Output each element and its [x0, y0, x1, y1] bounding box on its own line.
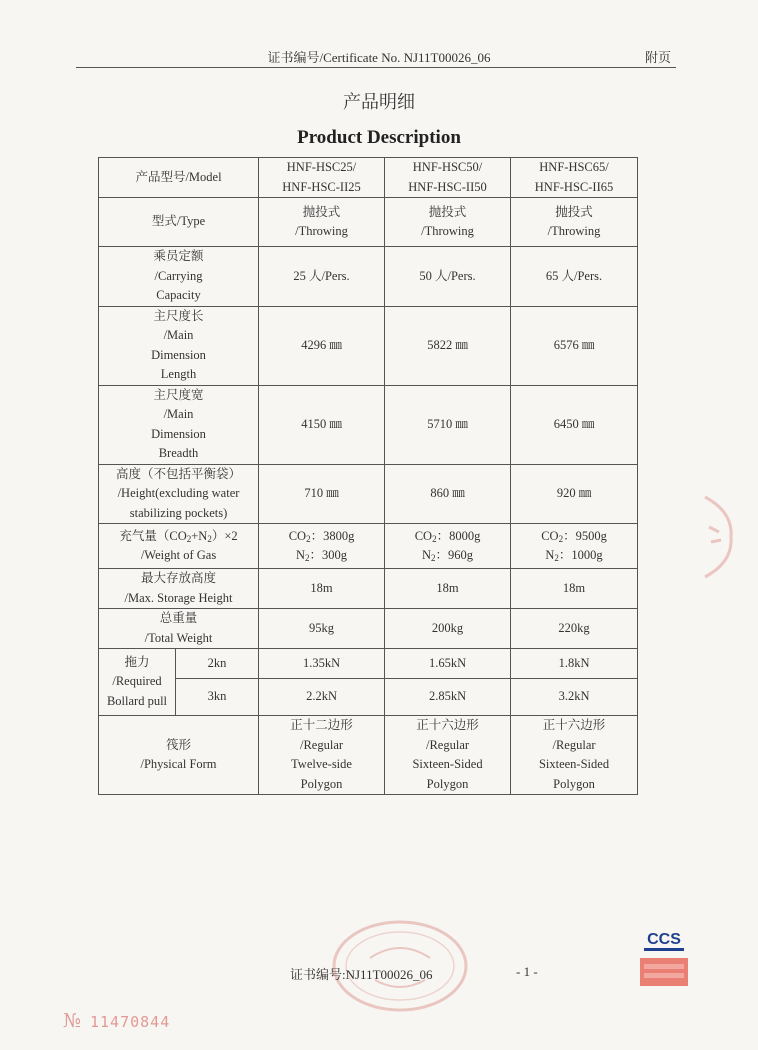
table-row-storage-height: [99, 569, 638, 609]
weight-cell: 220kg: [511, 609, 638, 649]
capacity-cell: 65 人/Pers.: [511, 247, 638, 307]
storage-cell: 18m: [385, 569, 511, 609]
gas-cell: $CO_2$：3800g $N_2$：300g: [259, 524, 385, 569]
row-label-model: 产品型号/Model: [99, 158, 259, 198]
table-row-type: [99, 198, 638, 247]
pull-cell: 2.85kN: [385, 679, 511, 716]
table-row-capacity: [99, 247, 638, 307]
title-english: Product Description: [297, 127, 461, 148]
row-label-capacity: 乘员定额 /Carrying Capacity: [99, 247, 259, 307]
weight-cell: 200kg: [385, 609, 511, 649]
form-cell: 正十六边形 /Regular Sixteen-Sided Polygon: [385, 716, 511, 795]
type-cell: 抛投式 /Throwing: [511, 198, 638, 247]
capacity-cell: 50 人/Pers.: [385, 247, 511, 307]
storage-cell: 18m: [511, 569, 638, 609]
table-row-gas: [99, 524, 638, 569]
row-label-storage-height: 最大存放高度 /Max. Storage Height: [99, 569, 259, 609]
weight-cell: 95kg: [259, 609, 385, 649]
pull-cell: 1.35kN: [259, 649, 385, 679]
serial-number-prefix: №: [63, 1010, 82, 1032]
product-description-table: [98, 157, 638, 795]
footer-page-number: - 1 -: [516, 964, 538, 979]
footer-certificate-number: 证书编号:NJ11T00026_06: [290, 967, 433, 982]
form-cell: 正十二边形 /Regular Twelve-side Polygon: [259, 716, 385, 795]
pull-cell: 1.8kN: [511, 649, 638, 679]
model-cell: HNF-HSC65/ HNF-HSC-II65: [511, 158, 638, 198]
row-label-type: 型式/Type: [99, 198, 259, 247]
breadth-cell: 6450 ㎜: [511, 385, 638, 464]
table-row-breadth: [99, 385, 638, 464]
capacity-cell: 25 人/Pers.: [259, 247, 385, 307]
length-cell: 5822 ㎜: [385, 306, 511, 385]
row-label-breadth: 主尺度宽 /Main Dimension Breadth: [99, 385, 259, 464]
pull-cell: 3.2kN: [511, 679, 638, 716]
gas-cell: $CO_2$：8000g $N_2$：960g: [385, 524, 511, 569]
row-label-physical-form: 筏形 /Physical Form: [99, 716, 259, 795]
header-divider: [76, 67, 676, 68]
ccs-logo-icon: [640, 922, 688, 986]
pull-condition-cell: 3kn: [176, 679, 259, 716]
table-row-length: [99, 306, 638, 385]
serial-number: [63, 1010, 170, 1032]
model-cell: HNF-HSC25/ HNF-HSC-II25: [259, 158, 385, 198]
table-row-total-weight: [99, 609, 638, 649]
row-label-length: 主尺度长 /Main Dimension Length: [99, 306, 259, 385]
storage-cell: 18m: [259, 569, 385, 609]
height-cell: 920 ㎜: [511, 464, 638, 524]
serial-number-value: 11470844: [89, 1013, 171, 1031]
pull-cell: 1.65kN: [385, 649, 511, 679]
length-cell: 6576 ㎜: [511, 306, 638, 385]
row-label-gas: 充气量$(CO_2+N_2)\times 2$ /Weight of Gas: [99, 524, 259, 569]
breadth-cell: 4150 ㎜: [259, 385, 385, 464]
height-cell: 710 ㎜: [259, 464, 385, 524]
gas-cell: $CO_2$：9500g $N_2$：1000g: [511, 524, 638, 569]
pull-cell: 2.2kN: [259, 679, 385, 716]
pull-condition-cell: 2kn: [176, 649, 259, 679]
table-row-height: [99, 464, 638, 524]
breadth-cell: 5710 ㎜: [385, 385, 511, 464]
edge-stamp-icon: [695, 492, 735, 582]
height-cell: 860 ㎜: [385, 464, 511, 524]
length-cell: 4296 ㎜: [259, 306, 385, 385]
title-chinese: 产品明细: [343, 92, 415, 112]
table-row-physical-form: [99, 716, 638, 795]
svg-text:CCS: CCS: [647, 931, 681, 948]
model-cell: HNF-HSC50/ HNF-HSC-II50: [385, 158, 511, 198]
table-row-bollard-pull-2kn: [99, 649, 638, 679]
row-label-height: 高度（不包括平衡袋） /Height(excluding water stabilizing pockets): [99, 464, 259, 524]
header-attachment-label: 附页: [644, 50, 671, 65]
table-row-bollard-pull-3kn: [99, 679, 638, 716]
form-cell: 正十六边形 /Regular Sixteen-Sided Polygon: [511, 716, 638, 795]
row-label-total-weight: 总重量 /Total Weight: [99, 609, 259, 649]
type-cell: 抛投式 /Throwing: [385, 198, 511, 247]
row-label-bollard-pull: 拖力 /Required Bollard pull: [99, 649, 176, 716]
table-row-model: [99, 158, 638, 198]
header-certificate-number: 证书编号/Certificate No. NJ11T00026_06: [267, 50, 491, 65]
type-cell: 抛投式 /Throwing: [259, 198, 385, 247]
